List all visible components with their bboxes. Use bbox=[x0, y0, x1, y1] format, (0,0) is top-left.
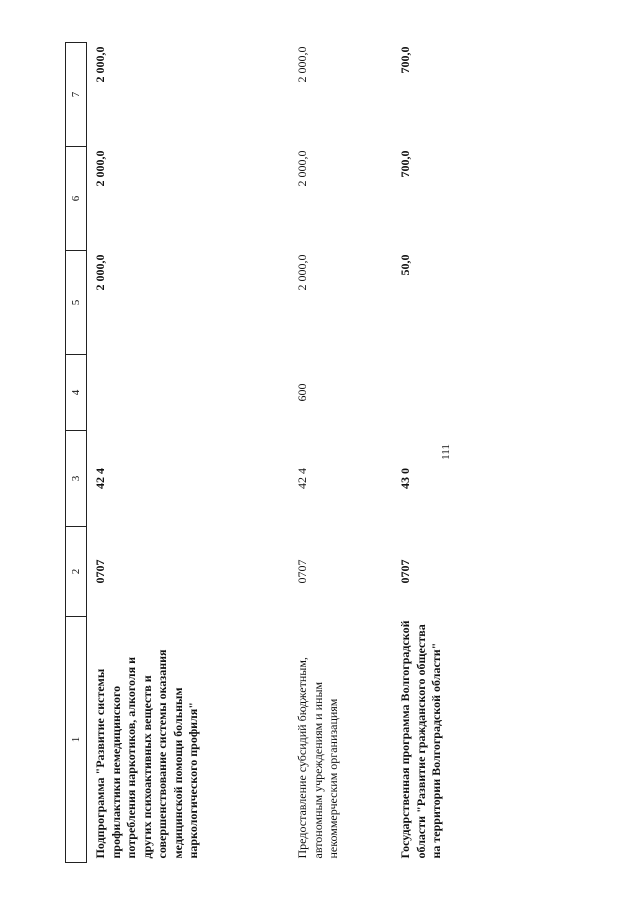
expense-type: 600 bbox=[295, 383, 309, 402]
page-number: 111 bbox=[440, 444, 452, 460]
header-row bbox=[66, 43, 87, 863]
row-name: Подпрограмма "Развитие системы профилактики немедицинского потребления наркотиков, алкоголя и других психоактивных веществ и совершенствование системы оказания медицинской помощи больным наркологического профиля" bbox=[93, 649, 200, 859]
amount-col6: 700,0 bbox=[398, 150, 412, 178]
expense-type bbox=[392, 355, 474, 431]
section-code: 0707 bbox=[398, 559, 412, 584]
expense-type bbox=[87, 355, 290, 431]
section-code: 0707 bbox=[93, 559, 107, 584]
header-cell: 2 bbox=[66, 527, 87, 617]
amount-col6: 2 000,0 bbox=[93, 150, 107, 187]
section-code: 0707 bbox=[295, 559, 309, 584]
header-cell: 5 bbox=[66, 251, 87, 355]
amount-col7: 2 000,0 bbox=[295, 46, 309, 83]
amount-col6: 2 000,0 bbox=[295, 150, 309, 187]
amount-col7: 2 000,0 bbox=[93, 46, 107, 83]
amount-col7: 700,0 bbox=[398, 46, 412, 74]
table-row bbox=[392, 43, 474, 863]
header-cell: 7 bbox=[66, 43, 87, 147]
budget-table bbox=[65, 42, 474, 863]
target-code: 42 4 bbox=[295, 468, 309, 489]
amount-col5: 50,0 bbox=[398, 254, 412, 276]
target-code: 43 0 bbox=[398, 468, 412, 489]
rotated-content bbox=[65, 43, 455, 863]
amount-col5: 2 000,0 bbox=[295, 254, 309, 291]
row-name: Предоставление субсидий бюджетным, автономным учреждениям и иным некоммерческим организациям bbox=[295, 657, 340, 859]
header-cell: 6 bbox=[66, 147, 87, 251]
header-cell: 1 bbox=[66, 617, 87, 863]
table-row bbox=[289, 43, 392, 863]
target-code: 42 4 bbox=[93, 468, 107, 489]
row-name: Государственная программа Волгоградской области "Развитие гражданского общества на территории Волгоградской области" bbox=[398, 620, 443, 859]
header-cell: 4 bbox=[66, 355, 87, 431]
table-row bbox=[87, 43, 290, 863]
amount-col5: 2 000,0 bbox=[93, 254, 107, 291]
header-cell: 3 bbox=[66, 431, 87, 527]
